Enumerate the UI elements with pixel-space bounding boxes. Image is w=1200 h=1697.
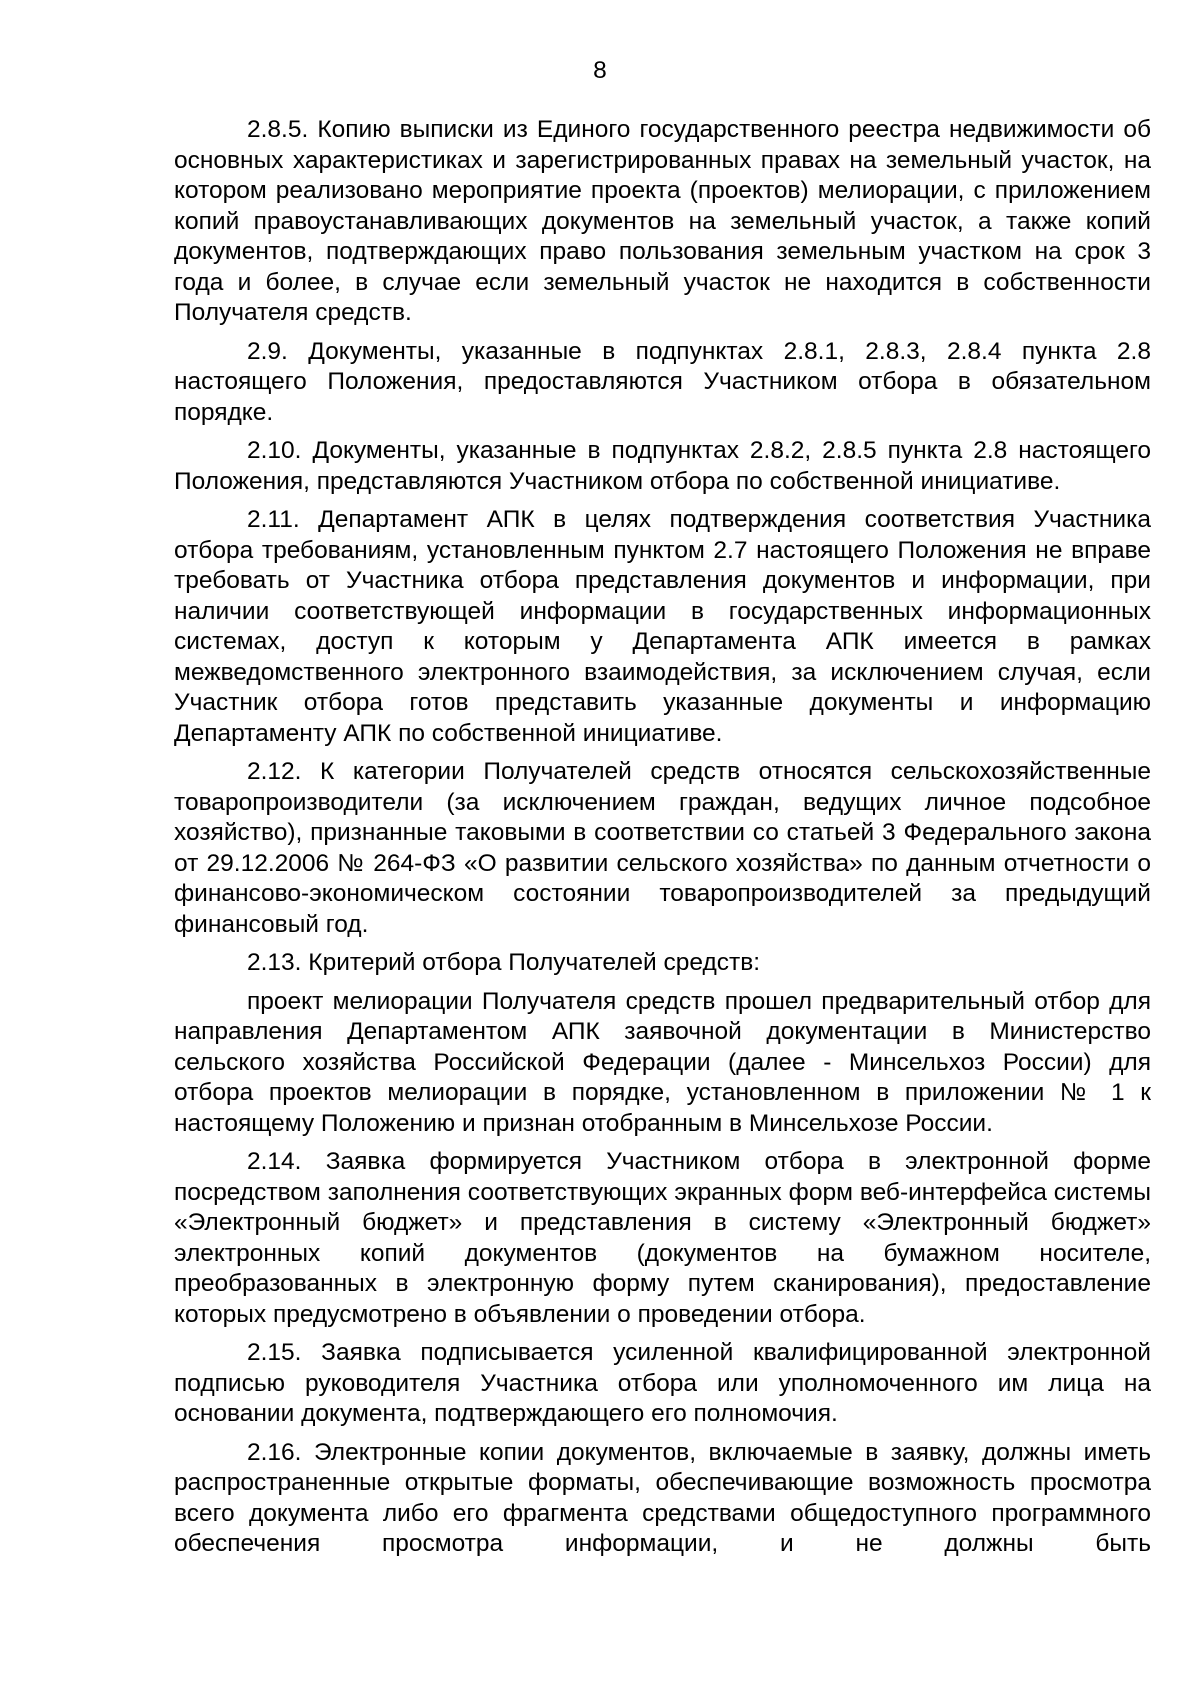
paragraph-2-10: 2.10. Документы, указанные в подпунктах 2.8.2, 2.8.5 пункта 2.8 настоящего Положения, представляются Участником отбора по собственной инициативе.: [174, 437, 1151, 495]
paragraph-2-16: 2.16. Электронные копии документов, включаемые в заявку, должны иметь распространенные открытые форматы, обеспечивающие возможность просмотра всего документа либо его фрагмента средствами общедоступного программного обеспечения просмотра информации, и не должны быть: [174, 1438, 1151, 1557]
paragraph-2-13: 2.13. Критерий отбора Получателей средств:: [247, 949, 761, 976]
paragraph-2-12: 2.12. К категории Получателей средств относятся сельскохозяйственные товаропроизводители (за исключением граждан, ведущих личное подсобное хозяйство), признанные таковыми в соответствии со статьей 3 Федерального закона от 29.12.2006 № 264-ФЗ «О развитии сельского хозяйства» по данным отчетности о финансово-экономическом состоянии товаропроизводителей за предыдущий финансовый год.: [174, 758, 1151, 938]
page-number: 8: [593, 57, 607, 84]
document-body: [174, 115, 1151, 1568]
paragraph-2-13-criterion: проект мелиорации Получателя средств прошел предварительный отбор для направления Департаментом АПК заявочной документации в Министерство сельского хозяйства Российской Федерации (далее - Минсельхоз России) для отбора проектов мелиорации в порядке, установленном в приложении № 1 к настоящему Положению и признан отобранным в Минсельхозе России.: [174, 987, 1151, 1137]
paragraph-2-8-5: 2.8.5. Копию выписки из Единого государственного реестра недвижимости об основных характеристиках и зарегистрированных правах на земельный участок, на котором реализовано мероприятие проекта (проектов) мелиорации, с приложением копий правоустанавливающих документов на земельный участок, а также копий документов, подтверждающих право пользования земельным участком на срок 3 года и более, в случае если земельный участок не находится в собственности Получателя средств.: [174, 116, 1151, 326]
paragraph-2-9: 2.9. Документы, указанные в подпунктах 2.8.1, 2.8.3, 2.8.4 пункта 2.8 настоящего Положения, предоставляются Участником отбора в обязательном порядке.: [174, 337, 1151, 426]
paragraph-2-14: 2.14. Заявка формируется Участником отбора в электронной форме посредством заполнения соответствующих экранных форм веб-интерфейса системы «Электронный бюджет» и представления в систему «Электронный бюджет» электронных копий документов (документов на бумажном носителе, преобразованных в электронную форму путем сканирования), предоставление которых предусмотрено в объявлении о проведении отбора.: [174, 1148, 1151, 1328]
paragraph-2-15: 2.15. Заявка подписывается усиленной квалифицированной электронной подписью руководителя Участника отбора или уполномоченного им лица на основании документа, подтверждающего его полномочия.: [174, 1339, 1151, 1427]
paragraph-2-11: 2.11. Департамент АПК в целях подтверждения соответствия Участника отбора требованиям, установленным пунктом 2.7 настоящего Положения не вправе требовать от Участника отбора представления документов и информации, при наличии соответствующей информации в государственных информационных системах, доступ к которым у Департамента АПК имеется в рамках межведомственного электронного взаимодействия, за исключением случая, если Участник отбора готов представить указанные документы и информацию Департаменту АПК по собственной инициативе.: [174, 506, 1151, 747]
